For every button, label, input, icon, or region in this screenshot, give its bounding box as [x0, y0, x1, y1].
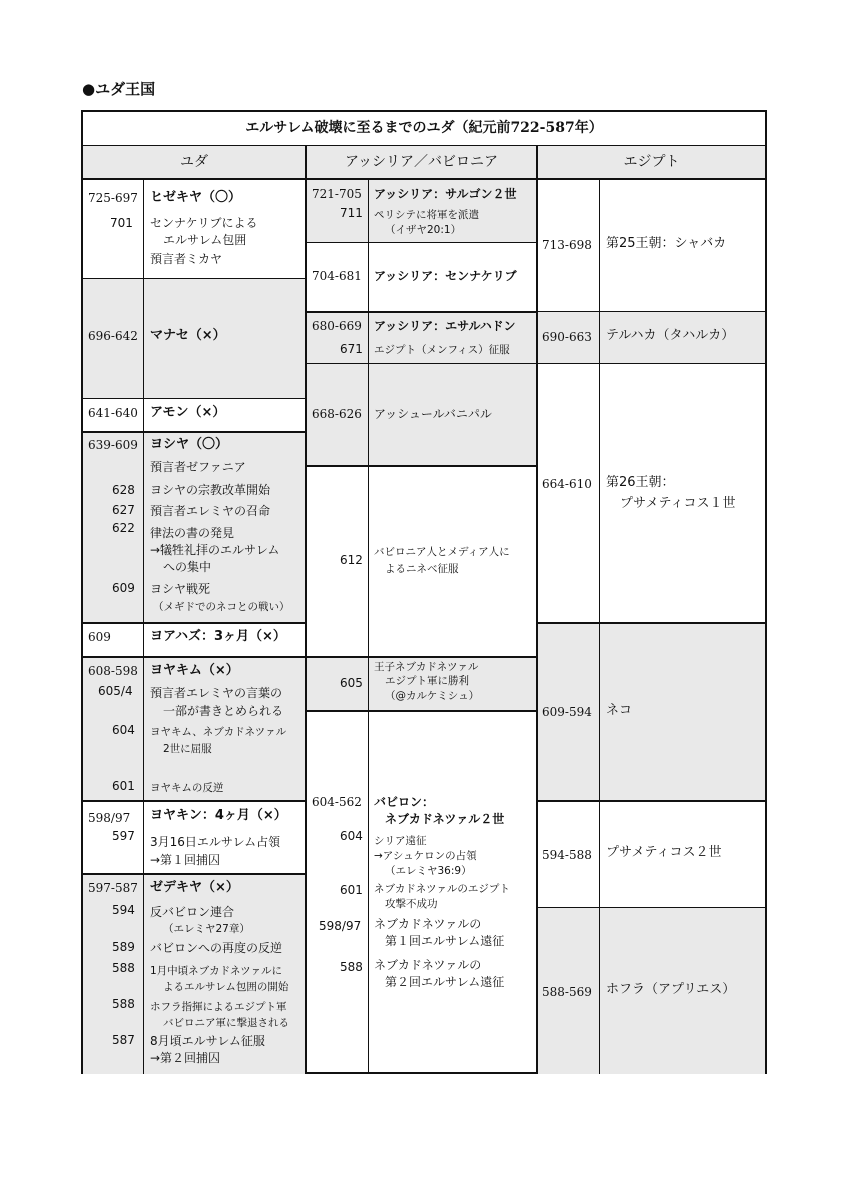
egypt-r1-name: 第25王朝：シャバカ: [606, 236, 727, 251]
jehoiakim-event-604: ヨヤキム、ネブカドネツァル: [150, 726, 287, 738]
jehoahaz-years: 609: [88, 630, 111, 644]
josiah-prophet: 預言者ゼファニア: [150, 460, 246, 474]
egypt-r3-years: 664-610: [542, 477, 592, 491]
egypt-r5-name: プサメティコス２世: [606, 845, 722, 860]
babylon-year-588: 588: [340, 960, 363, 974]
josiah-year-628: 628: [112, 483, 135, 497]
sennacherib-years: 704-681: [312, 269, 362, 283]
jehoiakim-year-604: 604: [112, 723, 135, 737]
esarhaddon-name: アッシリア：エサルハドン: [374, 319, 516, 333]
amon-name: アモン（×）: [150, 405, 226, 420]
zedekiah-name: ゼデキヤ（×）: [150, 880, 239, 895]
josiah-event-622: 律法の書の発見: [150, 526, 235, 540]
carchemish-event: 王子ネブカドネツァル: [374, 661, 479, 673]
josiah-event-628: ヨシヤの宗教改革開始: [150, 483, 271, 497]
header-assyria-babylonia: アッシリア／バビロニア: [344, 154, 499, 170]
egypt-r3-name-cont: プサメティコス１世: [620, 496, 736, 511]
hezekiah-year-701: 701: [110, 216, 133, 230]
sargon-name: アッシリア：サルゴン２世: [374, 187, 517, 201]
ashurbanipal-years: 668-626: [312, 407, 362, 421]
babylon-year-59897: 598/97: [319, 919, 362, 933]
jehoiakim-event-604-cont: 2世に屈服: [163, 743, 212, 755]
amon-years: 641-640: [88, 406, 138, 420]
nineveh-event: バビロニア人とメディア人に: [374, 546, 510, 558]
chronology-table: [81, 110, 767, 1074]
zedekiah-event-587-cont: →第２回捕囚: [150, 1051, 221, 1065]
hezekiah-name: ヒゼキヤ（〇）: [150, 190, 242, 205]
babylon-year-601: 601: [340, 883, 363, 897]
nineveh-year: 612: [340, 553, 363, 567]
hezekiah-event-701-cont: エルサレム包囲: [163, 233, 247, 247]
babylon-name-cont: ネブカドネツァル２世: [385, 812, 505, 826]
zedekiah-event-588b-cont: バビロニア軍に撃退される: [163, 1017, 289, 1029]
hezekiah-event-701: センナケリブによる: [150, 216, 258, 230]
josiah-name: ヨシヤ（〇）: [150, 437, 229, 452]
babylon-event-588-cont: 第２回エルサレム遠征: [385, 975, 505, 989]
hezekiah-years: 725-697: [88, 191, 138, 205]
babylon-event-601-cont: 攻撃不成功: [385, 898, 438, 910]
jehoiakim-name: ヨヤキム（×）: [150, 663, 239, 678]
jehoiakim-year-601: 601: [112, 779, 135, 793]
babylon-year-604: 604: [340, 829, 363, 843]
sargon-event-711-cont: （イザヤ20:1）: [385, 224, 462, 236]
zedekiah-year-587: 587: [112, 1033, 135, 1047]
babylon-years: 604-562: [312, 795, 362, 809]
manasseh-name: マナセ（×）: [150, 328, 226, 343]
jehoiachin-event-597: 3月16日エルサレム占領: [150, 835, 281, 849]
babylon-event-604-cont1: →アシュケロンの占領: [374, 850, 477, 862]
josiah-event-627: 預言者エレミヤの召命: [150, 504, 271, 518]
josiah-event-609: ヨシヤ戦死: [150, 582, 211, 596]
nineveh-event-cont: よるニネベ征服: [385, 563, 459, 575]
zedekiah-year-594: 594: [112, 903, 135, 917]
josiah-year-627: 627: [112, 503, 135, 517]
zedekiah-event-588a-cont: よるエルサレム包囲の開始: [163, 981, 289, 993]
josiah-event-622-cont1: →犠牲礼拝のエルサレム: [150, 543, 280, 557]
carchemish-year: 605: [340, 676, 363, 690]
babylon-event-601: ネブカドネツァルのエジプト: [374, 883, 510, 895]
manasseh-years: 696-642: [88, 329, 138, 343]
egypt-r3-name: 第26王朝：: [606, 475, 675, 490]
egypt-r6-years: 588-569: [542, 985, 592, 999]
egypt-r2-name: テルハカ（タハルカ）: [606, 328, 735, 343]
section-heading: ●ユダ王国: [82, 80, 156, 98]
zedekiah-event-589: バビロンへの再度の反逆: [150, 941, 283, 955]
egypt-r5-years: 594-588: [542, 848, 592, 862]
babylon-event-59897: ネブカドネツァルの: [374, 917, 482, 931]
zedekiah-event-587: 8月頃エルサレム征服: [150, 1034, 265, 1048]
jehoahaz-name: ヨアハズ：3ヶ月（×）: [150, 629, 286, 644]
josiah-year-609: 609: [112, 581, 135, 595]
carchemish-event-cont1: エジプト軍に勝利: [385, 675, 469, 687]
josiah-event-609-note: （メギドでのネコとの戦い）: [153, 601, 290, 613]
egypt-r4-name: ネコ: [606, 703, 633, 718]
babylon-event-604-cont2: （エレミヤ36:9）: [385, 865, 472, 877]
sennacherib-name: アッシリア：センナケリブ: [374, 269, 517, 283]
zedekiah-event-594: 反バビロン連合: [150, 905, 235, 919]
jehoiachin-name: ヨヤキン：4ヶ月（×）: [150, 808, 287, 823]
jehoiakim-years: 608-598: [88, 664, 138, 678]
jehoiachin-event-597-cont: →第１回捕囚: [150, 853, 221, 867]
babylon-name: バビロン：: [374, 795, 435, 809]
header-judah: ユダ: [180, 154, 208, 170]
esarhaddon-event-671: エジプト（メンフィス）征服: [374, 344, 510, 356]
table-title: エルサレム破壊に至るまでのユダ（紀元前722-587年）: [245, 120, 603, 136]
esarhaddon-years: 680-669: [312, 319, 362, 333]
babylon-event-59897-cont: 第１回エルサレム遠征: [385, 934, 505, 948]
sargon-year-711: 711: [340, 206, 363, 220]
ashurbanipal-name: アッシュールバニパル: [374, 407, 492, 421]
zedekiah-years: 597-587: [88, 881, 138, 895]
zedekiah-year-588b: 588: [112, 997, 135, 1011]
jehoiakim-event-6054-cont: 一部が書きとめられる: [163, 704, 284, 718]
zedekiah-year-589: 589: [112, 940, 135, 954]
josiah-year-622: 622: [112, 521, 135, 535]
babylon-event-604: シリア遠征: [374, 835, 427, 847]
carchemish-event-cont2: （@カルケミシュ）: [385, 690, 480, 702]
josiah-event-622-cont2: への集中: [163, 560, 212, 574]
zedekiah-event-588a: 1月中頃ネブカドネツァルに: [150, 965, 283, 977]
jehoiakim-event-601: ヨヤキムの反逆: [150, 782, 224, 794]
jehoiakim-year-6054: 605/4: [98, 684, 133, 698]
zedekiah-year-588a: 588: [112, 961, 135, 975]
sargon-years: 721-705: [312, 187, 362, 201]
egypt-r4-years: 609-594: [542, 705, 592, 719]
jehoiachin-year-597: 597: [112, 829, 135, 843]
zedekiah-event-594-cont: （エレミヤ27章）: [163, 923, 250, 935]
sargon-event-711: ペリシテに将軍を派遣: [374, 209, 479, 221]
esarhaddon-year-671: 671: [340, 342, 363, 356]
jehoiachin-years: 598/97: [88, 811, 131, 825]
babylon-event-588: ネブカドネツァルの: [374, 958, 482, 972]
josiah-years: 639-609: [88, 438, 138, 452]
egypt-r6-name: ホフラ（アプリエス）: [606, 982, 736, 997]
zedekiah-event-588b: ホフラ指揮によるエジプト軍: [150, 1001, 287, 1013]
egypt-r1-years: 713-698: [542, 238, 592, 252]
egypt-r2-years: 690-663: [542, 330, 592, 344]
header-egypt: エジプト: [623, 154, 680, 170]
hezekiah-prophet: 預言者ミカヤ: [150, 252, 223, 266]
jehoiakim-event-6054: 預言者エレミヤの言葉の: [150, 686, 283, 700]
